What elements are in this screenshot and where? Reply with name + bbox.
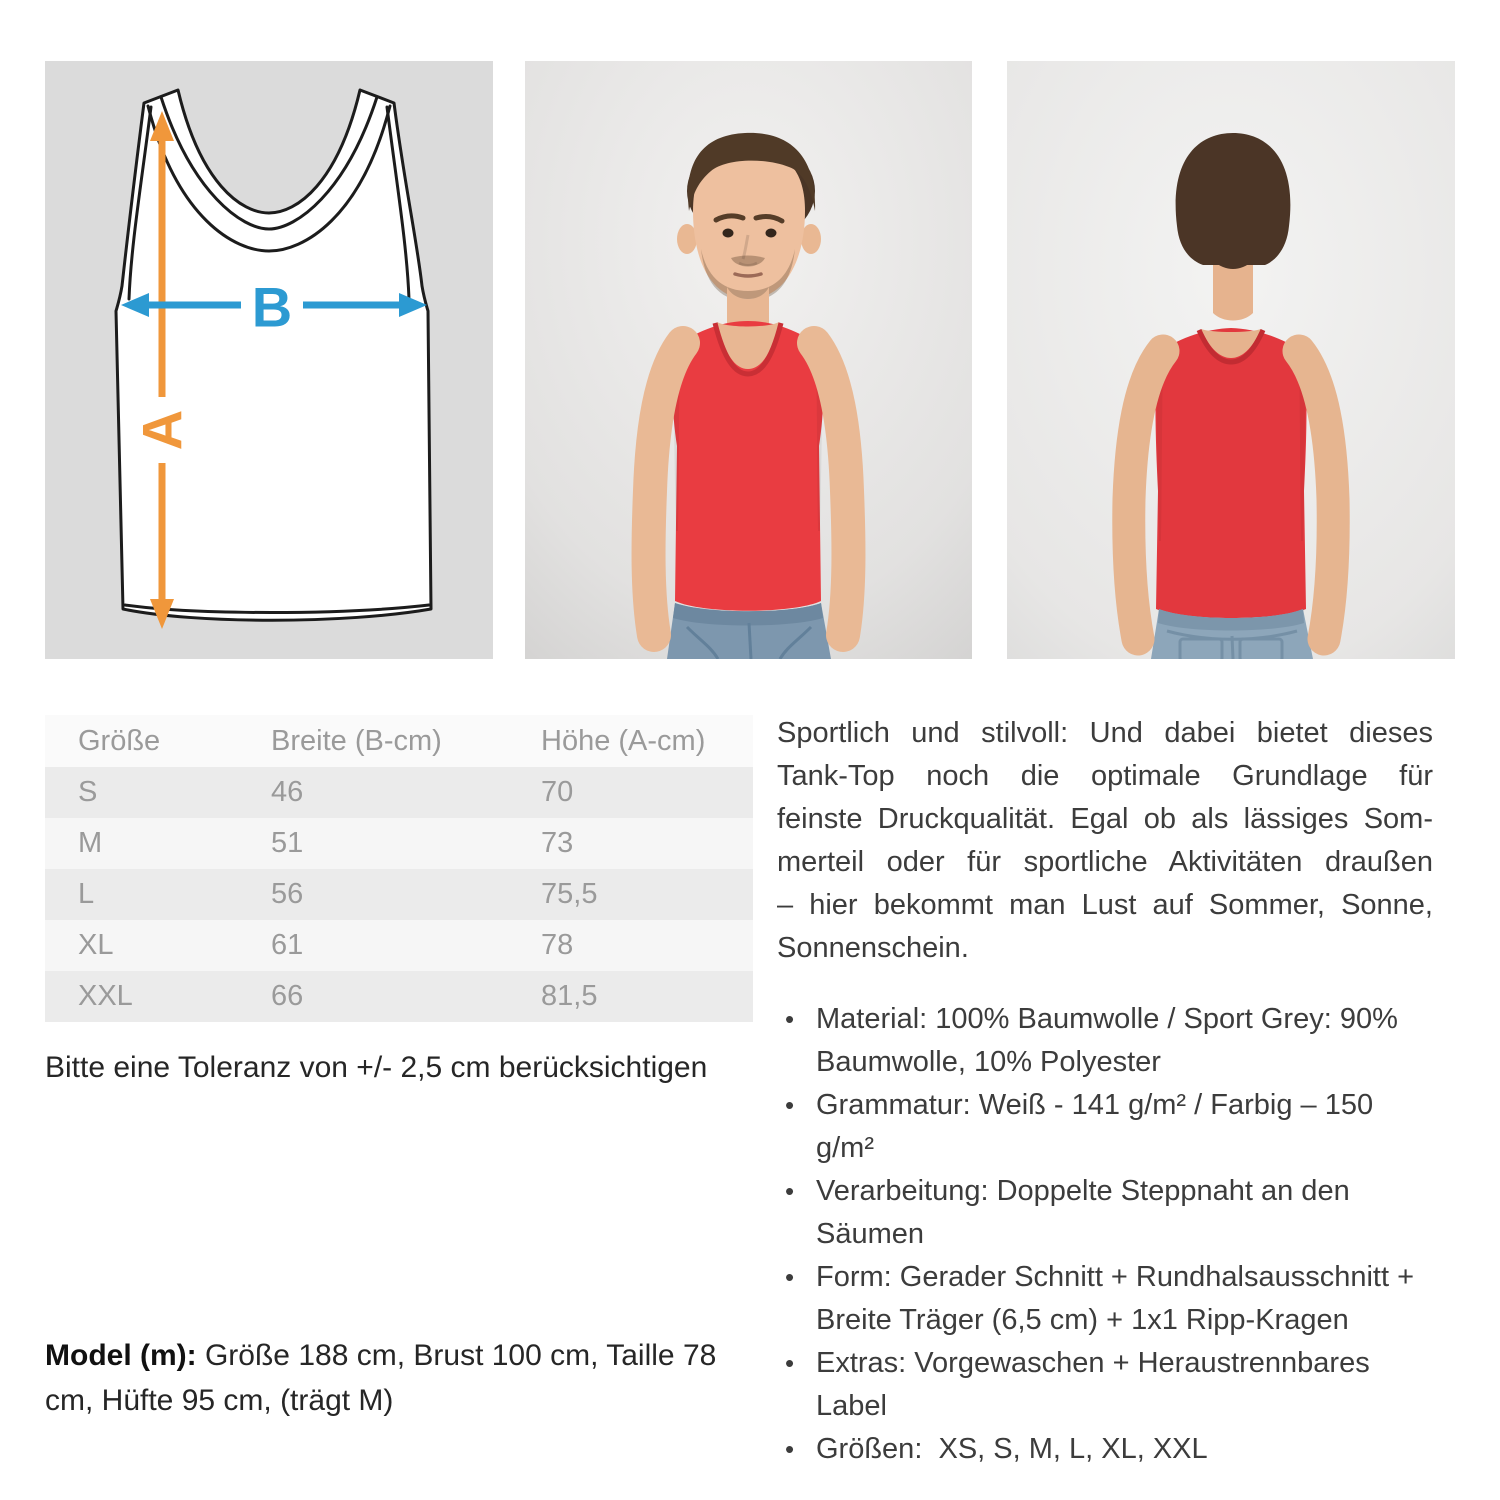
bullet-icon: •	[785, 1348, 795, 1378]
jeans-front	[667, 603, 831, 659]
feature-text: Größen: XS, S, M, L, XL, XXL	[816, 1433, 1208, 1465]
table-row	[45, 971, 753, 1022]
feature-text: Grammatur: Weiß - 141 g/m² / Farbig – 150 g/m²	[816, 1089, 1374, 1164]
list-item	[779, 998, 1439, 1084]
cell-breite: 56	[271, 869, 541, 920]
cell-hoehe: 70	[541, 767, 753, 818]
hair-back-view	[1176, 133, 1291, 265]
model-back-photo	[1007, 61, 1455, 659]
cell-breite: 61	[271, 920, 541, 971]
tank-top-diagram	[45, 61, 493, 659]
model-info	[45, 1333, 760, 1423]
feature-text: Material: 100% Baumwolle / Sport Grey: 90% Baumwolle, 10% Polyester	[816, 1003, 1398, 1078]
cell-breite: 51	[271, 818, 541, 869]
list-item	[779, 1084, 1439, 1170]
size-table	[45, 715, 753, 1022]
list-item	[779, 1170, 1439, 1256]
bullet-icon: •	[785, 1004, 795, 1034]
height-arrow-label: A	[130, 409, 194, 451]
cell-breite: 46	[271, 767, 541, 818]
feature-text: Extras: Vorgewaschen + Heraustrennbares Label	[816, 1347, 1370, 1422]
col-hoehe: Höhe (A-cm)	[541, 715, 753, 767]
width-arrow-label: B	[251, 275, 293, 339]
description-line: merteil oder für sportliche Aktivitäten draußen	[777, 846, 1433, 878]
size-table-header	[45, 715, 753, 767]
description-line: feinste Druckqualität. Egal ob als lässiges Som-	[777, 803, 1433, 835]
table-row	[45, 920, 753, 971]
tank-top-back	[1155, 328, 1306, 618]
cell-size: XL	[45, 920, 271, 971]
cell-breite: 66	[271, 971, 541, 1022]
table-row	[45, 818, 753, 869]
bullet-icon: •	[785, 1176, 795, 1206]
model-back-illustration	[1007, 61, 1455, 659]
size-diagram-image	[45, 61, 493, 659]
table-row	[45, 869, 753, 920]
tolerance-note: Bitte eine Toleranz von +/- 2,5 cm berücksichtigen	[45, 1051, 708, 1084]
col-breite: Breite (B-cm)	[271, 715, 541, 767]
tank-top-front	[673, 321, 824, 611]
list-item	[779, 1256, 1439, 1342]
cell-hoehe: 81,5	[541, 971, 753, 1022]
cell-hoehe: 73	[541, 818, 753, 869]
description-line: Sonnenschein.	[777, 932, 969, 964]
list-item	[779, 1342, 1439, 1428]
bullet-icon: •	[785, 1090, 795, 1120]
bullet-icon: •	[785, 1434, 795, 1464]
description-line: – hier bekommt man Lust auf Sommer, Sonne,	[777, 889, 1433, 921]
feature-text: Verarbeitung: Doppelte Steppnaht an den Säumen	[816, 1175, 1350, 1250]
cell-size: XXL	[45, 971, 271, 1022]
description-line: Tank-Top noch die optimale Grundlage für	[777, 760, 1433, 792]
product-description	[777, 712, 1433, 970]
model-info-label: Model (m):	[45, 1339, 197, 1372]
bullet-icon: •	[785, 1262, 795, 1292]
cell-size: S	[45, 767, 271, 818]
cell-hoehe: 78	[541, 920, 753, 971]
table-row	[45, 767, 753, 818]
model-front-illustration	[525, 61, 972, 659]
cell-size: L	[45, 869, 271, 920]
cell-hoehe: 75,5	[541, 869, 753, 920]
model-info-text: Größe 188 cm, Brust 100 cm, Taille 78 cm, Hüfte 95 cm, (trägt M)	[45, 1339, 717, 1417]
col-groesse: Größe	[45, 715, 271, 767]
description-line: Sportlich und stilvoll: Und dabei bietet dieses	[777, 717, 1433, 749]
feature-list	[779, 998, 1439, 1471]
list-item	[779, 1428, 1439, 1471]
cell-size: M	[45, 818, 271, 869]
model-front-photo	[525, 61, 972, 659]
feature-text: Form: Gerader Schnitt + Rundhalsausschnitt + Breite Träger (6,5 cm) + 1x1 Ripp-Kragen	[816, 1261, 1415, 1336]
